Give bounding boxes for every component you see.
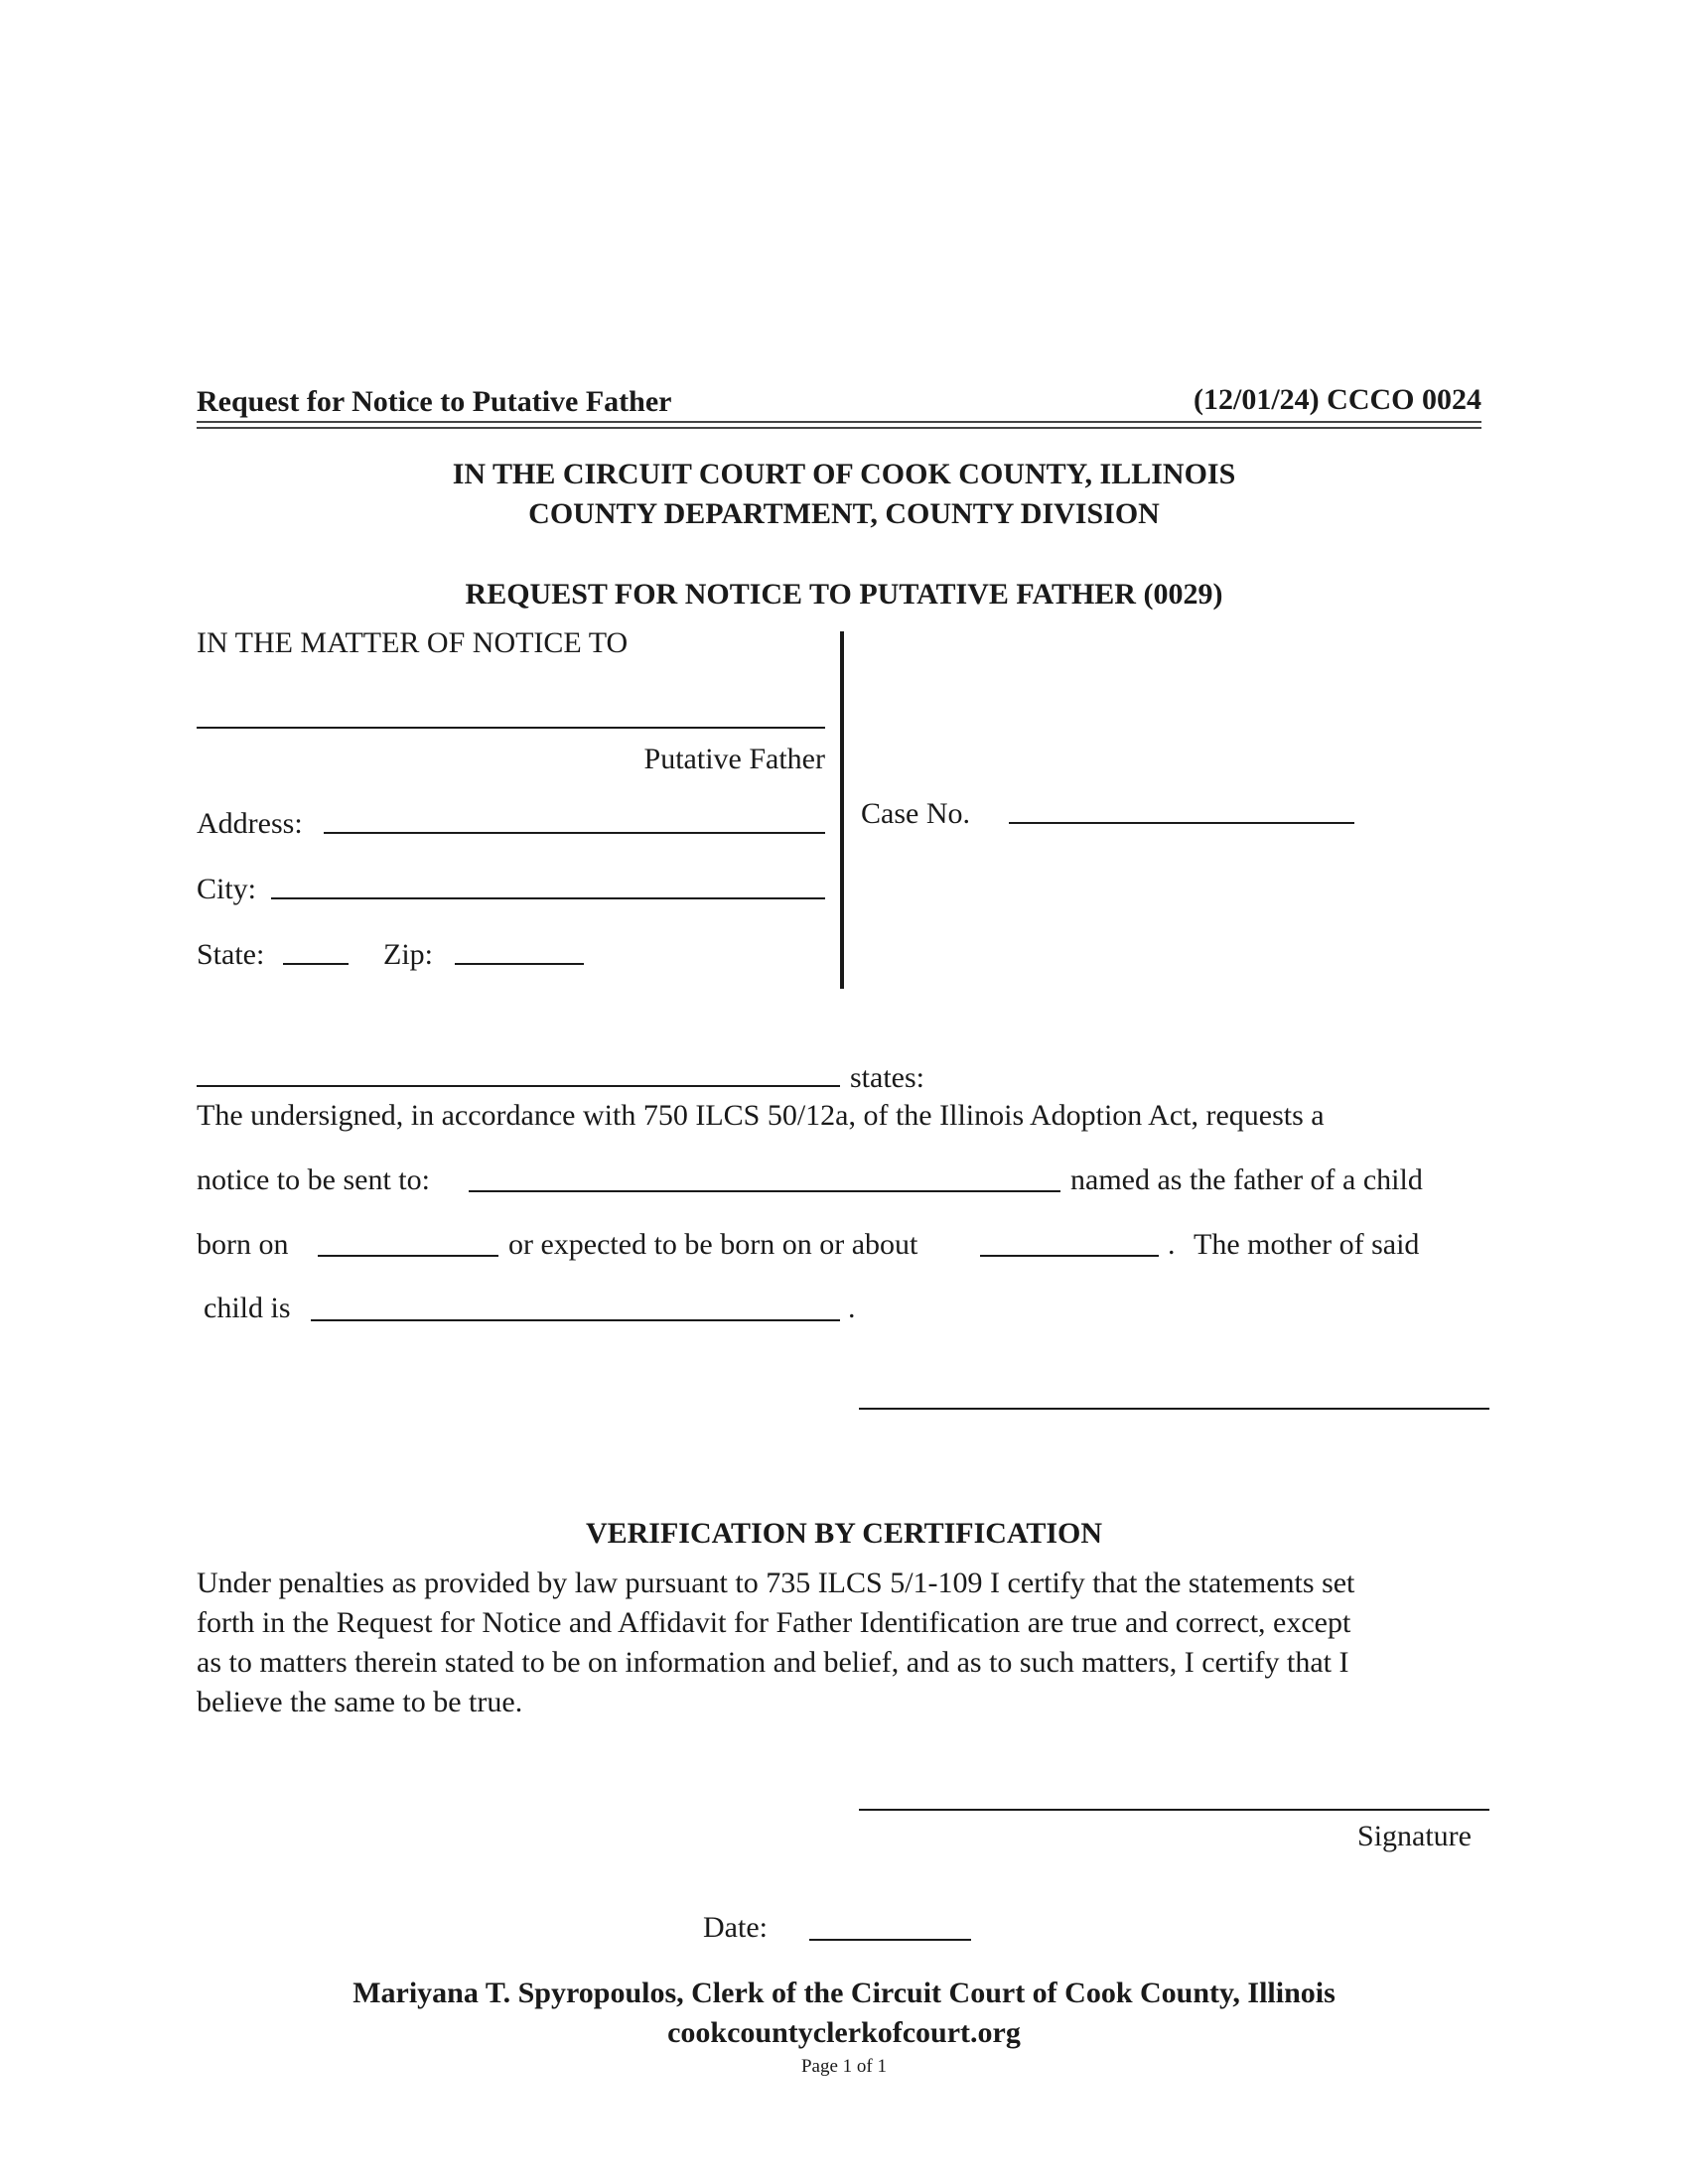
body-line-1: The undersigned, in accordance with 750 ILCS 50/12a, of the Illinois Adoption Act, requests a [197, 1099, 1325, 1132]
city-field[interactable] [271, 897, 825, 899]
verification-line-4: believe the same to be true. [197, 1686, 523, 1718]
page-number: Page 1 of 1 [800, 2056, 887, 2077]
signature-label: Signature [1357, 1820, 1472, 1852]
states-label: states: [850, 1061, 924, 1094]
header-rule-bottom [197, 427, 1481, 429]
mother-label: The mother of said [1194, 1228, 1420, 1261]
form-code: (12/01/24) CCCO 0024 [1194, 383, 1481, 416]
clerk-website[interactable]: cookcountyclerkofcourt.org [667, 2016, 1021, 2049]
body-line-2-prefix: notice to be sent to: [197, 1163, 430, 1196]
born-on-label: born on [197, 1228, 289, 1261]
date-field[interactable] [809, 1939, 971, 1941]
caption-divider [840, 631, 844, 989]
case-no-label: Case No. [861, 797, 970, 830]
form-title: Request for Notice to Putative Father [197, 385, 672, 418]
zip-field[interactable] [455, 963, 584, 965]
verification-signature-field[interactable] [859, 1809, 1489, 1811]
expected-birth-label: or expected to be born on or about [508, 1228, 918, 1261]
line-4-period: . [848, 1292, 856, 1324]
city-label: City: [197, 873, 257, 905]
request-signature-field[interactable] [859, 1408, 1489, 1410]
verification-line-3: as to matters therein stated to be on information and belief, and as to such matters, I certify that I [197, 1646, 1349, 1679]
child-is-label: child is [204, 1292, 291, 1324]
expected-birth-date-field[interactable] [980, 1255, 1159, 1257]
clerk-name: Mariyana T. Spyropoulos, Clerk of the Circuit Court of Cook County, Illinois [352, 1977, 1336, 2009]
state-field[interactable] [283, 963, 349, 965]
matter-label: IN THE MATTER OF NOTICE TO [197, 626, 629, 659]
state-label: State: [197, 938, 265, 971]
address-field[interactable] [324, 832, 825, 834]
zip-label: Zip: [383, 938, 433, 971]
verification-heading: VERIFICATION BY CERTIFICATION [585, 1517, 1103, 1550]
mother-name-field[interactable] [311, 1319, 840, 1321]
declarant-name-field[interactable] [197, 1085, 840, 1087]
document-title: REQUEST FOR NOTICE TO PUTATIVE FATHER (0029) [465, 578, 1223, 611]
address-label: Address: [197, 807, 303, 840]
father-name-field[interactable] [469, 1190, 1060, 1192]
verification-line-1: Under penalties as provided by law pursuant to 735 ILCS 5/1-109 I certify that the statements set [197, 1567, 1355, 1599]
header-rule-top [197, 421, 1481, 423]
line-3-period: . [1168, 1228, 1176, 1261]
verification-line-2: forth in the Request for Notice and Affidavit for Father Identification are true and correct, except [197, 1606, 1351, 1639]
case-no-field[interactable] [1009, 822, 1354, 824]
putative-father-label: Putative Father [643, 743, 825, 775]
court-line-1: IN THE CIRCUIT COURT OF COOK COUNTY, ILLINOIS [452, 458, 1236, 490]
court-line-2: COUNTY DEPARTMENT, COUNTY DIVISION [528, 497, 1160, 530]
body-line-2-suffix: named as the father of a child [1070, 1163, 1423, 1196]
birth-date-field[interactable] [318, 1255, 498, 1257]
date-label: Date: [703, 1911, 768, 1944]
putative-father-name-field[interactable] [197, 727, 825, 729]
